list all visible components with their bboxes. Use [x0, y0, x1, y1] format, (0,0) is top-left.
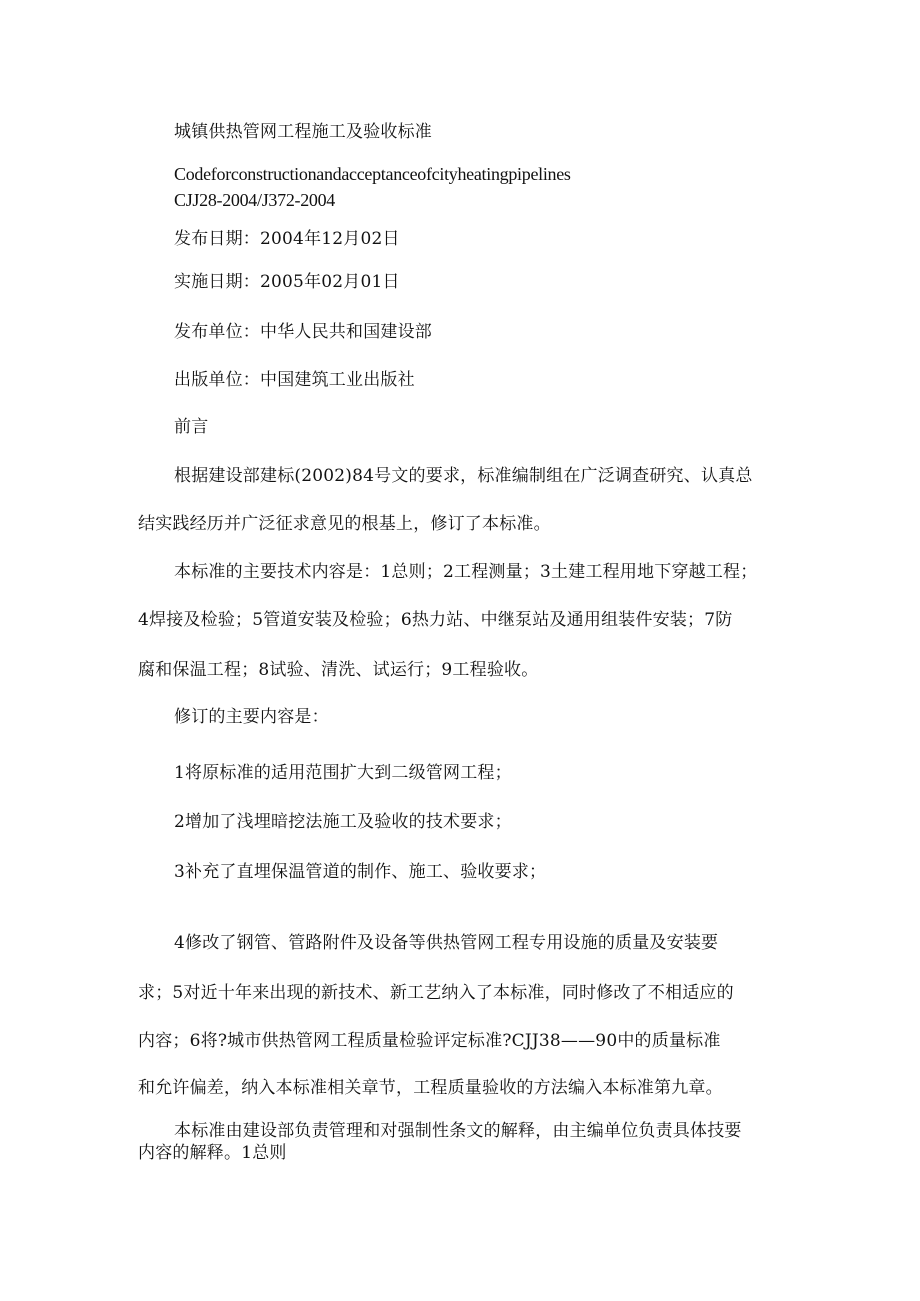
revision-item-4-line-3: 内容；6将?城市供热管网工程质量检验评定标准?CJJ38——90中的质量标准	[138, 1031, 721, 1051]
revision-item-4-line-2: 求；5对近十年来出现的新技术、新工艺纳入了本标准，同时修改了不相适应的	[138, 983, 734, 1003]
revision-item-4-line-4: 和允许偏差，纳入本标准相关章节，工程质量验收的方法编入本标准第九章。	[138, 1078, 723, 1098]
paragraph-2-line-3: 腐和保温工程；8试验、清洗、试运行；9工程验收。	[138, 660, 539, 680]
revision-heading: 修订的主要内容是：	[174, 707, 329, 727]
preface-heading: 前言	[174, 417, 209, 437]
paragraph-2-line-1: 本标准的主要技术内容是：1总则；2工程测量；3土建工程用地下穿越工程；	[174, 562, 758, 582]
final-paragraph-line-1: 本标准由建设部负责管理和对强制性条文的解释，由主编单位负责具体技要	[174, 1121, 742, 1141]
final-paragraph-line-2: 内容的解释。1总则	[138, 1143, 287, 1163]
title-chinese: 城镇供热管网工程施工及验收标准	[174, 122, 432, 142]
paragraph-2-line-2: 4焊接及检验；5管道安装及检验；6热力站、中继泵站及通用组装件安装；7防	[138, 610, 733, 630]
revision-item-1: 1将原标准的适用范围扩大到二级管网工程；	[174, 763, 512, 783]
revision-item-2: 2增加了浅埋暗挖法施工及验收的技术要求；	[174, 812, 512, 832]
revision-item-4-line-1: 4修改了钢管、管路附件及设备等供热管网工程专用设施的质量及安装要	[174, 933, 719, 953]
paragraph-1-line-2: 结实践经历并广泛征求意见的根基上，修订了本标准。	[138, 514, 551, 534]
title-english: Codeforconstructionandacceptanceofcityheatingpipelines	[174, 164, 571, 184]
publish-date: 发布日期：2004年12月02日	[174, 229, 400, 249]
press: 出版单位：中国建筑工业出版社	[174, 370, 415, 390]
revision-item-3: 3补充了直埋保温管道的制作、施工、验收要求；	[174, 862, 547, 882]
publisher: 发布单位：中华人民共和国建设部	[174, 322, 432, 342]
effective-date: 实施日期：2005年02月01日	[174, 272, 400, 292]
paragraph-1-line-1: 根据建设部建标(2002)84号文的要求，标准编制组在广泛调查研究、认真总	[174, 466, 753, 486]
standard-code: CJJ28-2004/J372-2004	[174, 190, 336, 210]
